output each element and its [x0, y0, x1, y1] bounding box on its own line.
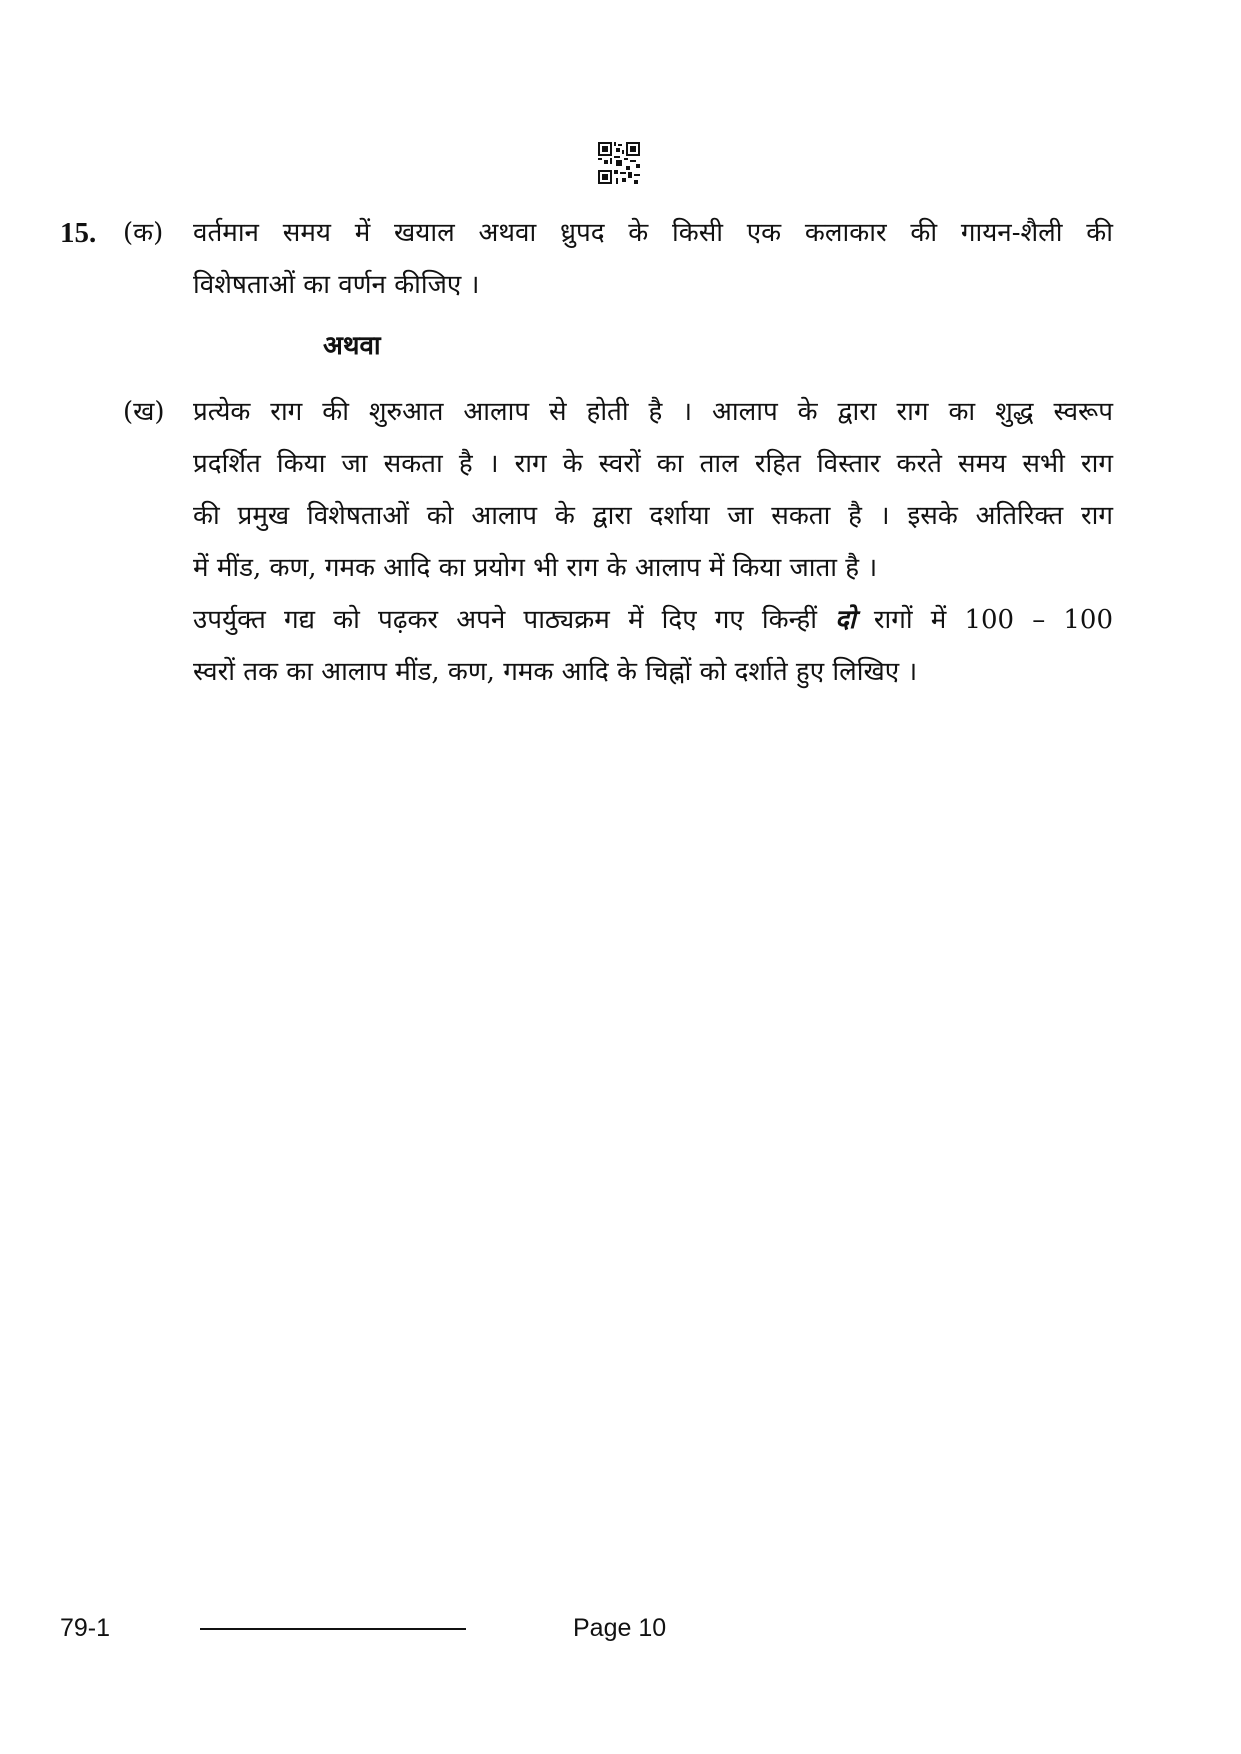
passage-line-1: प्रत्येक राग की शुरुआत आलाप से होती है । आलाप के द्वारा राग का शुद्ध स्वरूप [193, 397, 1113, 427]
question-number: 15. [60, 217, 97, 249]
part-b-passage [193, 386, 1113, 698]
instruction-emphasis: दो [835, 605, 856, 635]
instruction-line-1 [193, 594, 1113, 646]
part-b-label: (ख) [123, 397, 165, 427]
passage-line-3: की प्रमुख विशेषताओं को आलाप के द्वारा दर्शाया जा सकता है । इसके अतिरिक्त राग [193, 501, 1113, 531]
passage-line-4: में मींड, कण, गमक आदि का प्रयोग भी राग के आलाप में किया जाता है । [193, 553, 878, 583]
footer-divider [200, 1628, 466, 1630]
instruction-before: उपर्युक्त गद्य को पढ़कर अपने पाठ्यक्रम में दिए गए किन्हीं [193, 605, 817, 635]
passage-line-2: प्रदर्शित किया जा सकता है । राग के स्वरों का ताल रहित विस्तार करते समय सभी राग [193, 449, 1113, 479]
or-separator: अथवा [323, 331, 381, 361]
part-a-line-2: विशेषताओं का वर्णन कीजिए । [193, 270, 480, 300]
part-a-label: (क) [123, 218, 164, 248]
part-a-line-1: वर्तमान समय में खयाल अथवा ध्रुपद के किसी एक कलाकार की गायन-शैली की [193, 218, 1113, 248]
instruction-after: रागों में 100 – 100 [873, 605, 1114, 635]
paper-code: 79-1 [60, 1614, 111, 1642]
page-number: Page 10 [573, 1614, 667, 1642]
part-a-text [193, 207, 1113, 311]
instruction-line-2: स्वरों तक का आलाप मींड, कण, गमक आदि के चिह्नों को दर्शाते हुए लिखिए । [193, 657, 918, 687]
qr-code-icon [598, 142, 640, 184]
